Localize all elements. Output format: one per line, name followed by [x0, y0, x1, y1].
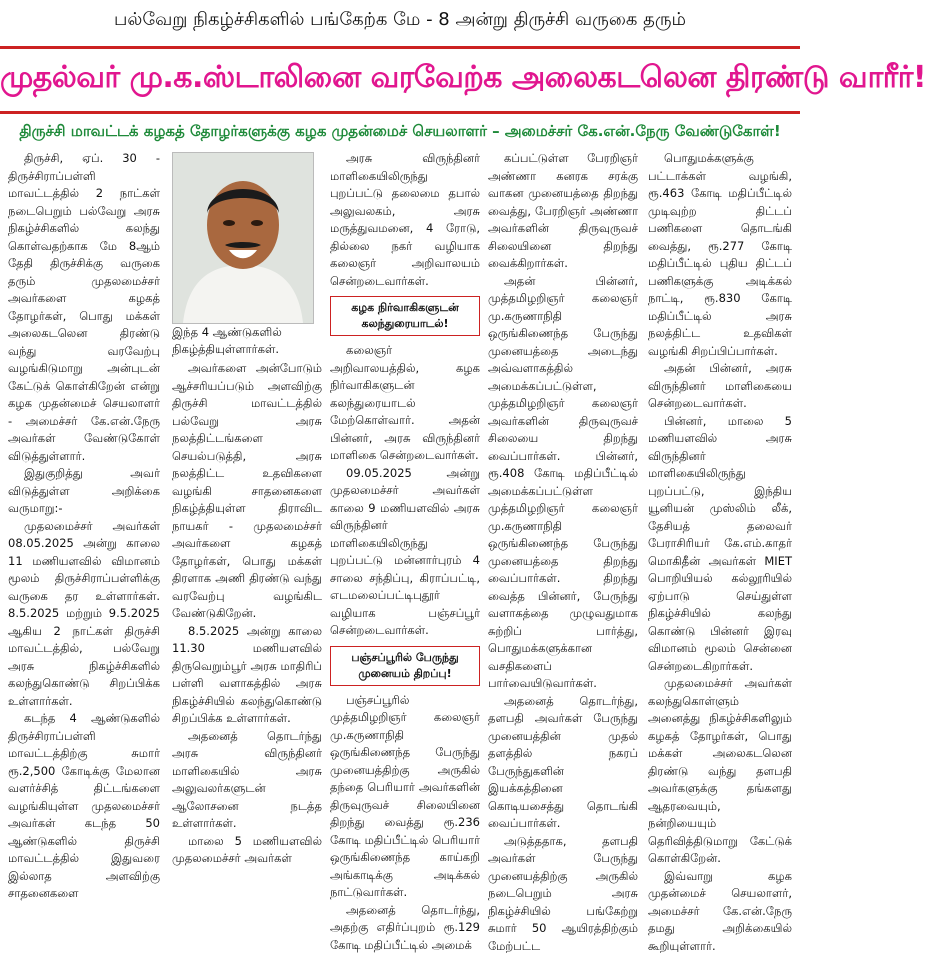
paragraph: அவர்களை அன்போடும் ஆச்சரியப்படும் அளவிற்கு திருச்சி மாவட்டத்தில் பல்வேறு அரசு நலத்திட்டங்களை செயல்படுத்தி, அரசு நலத்திட்ட உதவிகளை வழங்கி சாதனைகளை நிகழ்த்தியுள்ள திராவிட நாயகர் - முதலமைச்சர் அவர்களை கழகத் தோழர்கள், பொது மக்கள் திரளாக அணி திரண்டு வந்து வரவேற்பு வழங்கிட வேண்டுகிறேன். — [172, 360, 322, 623]
paragraph: பஞ்சப்பூரில் முத்தமிழறிஞர் கலைஞர் மு.கருணாநிதி ஒருங்கிணைந்த பேருந்து முனையத்திற்கு அருகில் தந்தை பெரியார் அவர்களின் திருவுருவச் சிலையினை திறந்து வைத்து ரூ.236 கோடி மதிப்பீட்டில் பெரியார் ஒருங்கிணைந்த காய்கறி அங்காடிக்கு அடிக்கல் நாட்டுவார்கள். — [330, 692, 480, 902]
paragraph: முதலமைச்சர் அவர்கள் கலந்துகொள்ளும் அனைத்து நிகழ்ச்சிகளிலும் கழகத் தோழர்கள், பொது மக்கள் அலைகடலென திரண்டு வந்து தளபதி அவர்களுக்கு தங்களது ஆதரவையும், நன்றியையும் தெரிவித்திடுமாறு கேட்டுக் கொள்கிறேன். — [648, 675, 792, 868]
paragraph: முதலமைச்சர் அவர்கள் 08.05.2025 அன்று காலை 11 மணியளவில் விமானம் மூலம் திருச்சிராப்பள்ளிக்கு வருகை தர உள்ளார்கள். 8.5.2025 மற்றும் 9.5.2025 ஆகிய 2 நாட்கள் திருச்சி மாவட்டத்தில், பல்வேறு அரசு நிகழ்ச்சிகளில் கலந்துகொண்டு சிறப்பிக்க உள்ளார்கள். — [8, 518, 160, 711]
paragraph: இதுகுறித்து அவர் விடுத்துள்ள அறிக்கை வருமாறு:- — [8, 465, 160, 518]
column-5 — [648, 150, 792, 760]
section-heading-meeting: கழக நிர்வாகிகளுடன் கலந்துரையாடல்! — [330, 296, 480, 336]
column-1 — [8, 150, 160, 760]
paragraph: அதனைத் தொடர்ந்து, அதற்கு எதிர்ப்புறம் ரூ.129 கோடி மதிப்பீட்டில் அமைக் — [330, 902, 480, 955]
main-headline: முதல்வர் மு.க.ஸ்டாலினை வரவேற்க அலைகடலென திரண்டு வாரீர்! — [0, 52, 800, 104]
paragraph: இவ்வாறு கழக முதன்மைச் செயலாளர், அமைச்சர் கே.என்.நேரு தமது அறிக்கையில் கூறியுள்ளார். — [648, 868, 792, 955]
paragraph: அதன் பின்னர், அரசு விருந்தினர் மாளிகையை சென்றடைவார்கள். — [648, 360, 792, 413]
column-3 — [330, 150, 480, 760]
minister-photo — [172, 152, 314, 324]
paragraph: அடுத்ததாக, தளபதி அவர்கள் பேருந்து முனையத்திற்கு அருகில் நடைபெறும் அரசு நிகழ்ச்சியில் பங்கேற்று சுமார் 50 ஆயிரத்திற்கும் மேற்பட்ட — [488, 833, 638, 955]
paragraph: பின்னர், மாலை 5 மணியளவில் அரசு விருந்தினர் மாளிகையிலிருந்து புறப்பட்டு, இந்திய யூனியன் முஸ்லிம் லீக், தேசியத் தலைவர் பேராசிரியர் கே.எம்.காதர் மொகிதீன் அவர்கள் MIET பொறியியல் கல்லூரியில் ஏற்பாடு செய்துள்ள நிகழ்ச்சியில் கலந்து கொண்டு பின்னர் இரவு விமானம் மூலம் சென்னை சென்றடைகிறார்கள். — [648, 413, 792, 676]
paragraph: பொதுமக்களுக்கு பட்டாக்கள் வழங்கி, ரூ.463 கோடி மதிப்பீட்டில் முடிவுற்ற திட்டப் பணிகளை தொடங்கி வைத்து, ரூ.277 கோடி மதிப்பீட்டில் புதிய திட்டப் பணிகளுக்கு அடிக்கல் நாட்டி, ரூ.830 கோடி மதிப்பீட்டில் அரசு நலத்திட்ட உதவிகள் வழங்கி சிறப்பிப்பார்கள். — [648, 150, 792, 360]
paragraph: அதனைத் தொடர்ந்து அரசு விருந்தினர் மாளிகையில் அரசு அலுவலர்களுடன் ஆலோசனை நடத்த உள்ளார்கள். — [172, 728, 322, 833]
paragraph: கலைஞர் அறிவாலயத்தில், கழக நிர்வாகிகளுடன் கலந்துரையாடல் மேற்கொள்வார். அதன் பின்னர், அரசு விருந்தினர் மாளிகை சென்றடைவார்கள். — [330, 342, 480, 465]
top-strapline: பல்வேறு நிகழ்ச்சிகளில் பங்கேற்க மே - 8 அன்று திருச்சி வருகை தரும் — [0, 0, 800, 40]
paragraph: மாலை 5 மணியளவில் முதலமைச்சர் அவர்கள் — [172, 833, 322, 868]
paragraph: திருச்சி, ஏப். 30 - திருச்சிராப்பள்ளி மாவட்டத்தில் 2 நாட்கள் நடைபெறும் பல்வேறு அரசு நிகழ்ச்சிகளில் கலந்து கொள்வதற்காக மே 8ஆம் தேதி திருச்சிக்கு வருகை தரும் முதலமைச்சர் அவர்களை கழகத் தோழர்கள், பொது மக்கள் அலைகடலென திரண்டு வந்து வரவேற்பு வழங்கிடுமாறு அன்புடன் கேட்டுக் கொள்கிறேன் என்று கழக முதன்மைச் செயலாளர் - அமைச்சர் கே.என்.நேரு அவர்கள் வேண்டுகோள் விடுத்துள்ளார். — [8, 150, 160, 465]
paragraph: கப்பட்டுள்ள பேரறிஞர் அண்ணா கனரக சரக்கு வாகன முனையத்தை திறந்து வைத்து, பேரறிஞர் அண்ணா அவர்களின் திருவுருவச் சிலையினை திறந்து வைக்கிறார்கள். — [488, 150, 638, 273]
column-2 — [172, 360, 322, 760]
paragraph: அதன் பின்னர், முத்தமிழறிஞர் கலைஞர் மு.கருணாநிதி ஒருங்கிணைந்த பேருந்து முனையத்தை அடைந்து அவ்வளாகத்தில் அமைக்கப்பட்டுள்ள, முத்தமிழறிஞர் கலைஞர் அவர்களின் திருவுருவச் சிலையை திறந்து வைப்பார்கள். பின்னர், ரூ.408 கோடி மதிப்பீட்டில் அமைக்கப்பட்டுள்ள முத்தமிழறிஞர் கலைஞர் மு.கருணாநிதி ஒருங்கிணைந்த பேருந்து முனையத்தை திறந்து வைப்பார்கள். திறந்து வைத்த பின்னர், பேருந்து வளாகத்தை முழுவதுமாக சுற்றிப் பார்த்து, பொதுமக்களுக்கான வசதிகளைப் பார்வையிடுவார்கள். — [488, 273, 638, 693]
section-heading-bus-terminus: பஞ்சப்பூரில் பேருந்து முனையம் திறப்பு! — [330, 646, 480, 686]
column-4 — [488, 150, 638, 760]
photo-caption: இந்த 4 ஆண்டுகளில் நிகழ்த்தியுள்ளார்கள். — [172, 324, 320, 358]
paragraph: அதனைத் தொடர்ந்து, தளபதி அவர்கள் பேருந்து முனையத்தின் முதல் தளத்தில் நகரப் பேருந்துகளின் இயக்கத்தினை கொடியசைத்து தொடங்கி வைப்பார்கள். — [488, 693, 638, 833]
paragraph: 09.05.2025 அன்று முதலமைச்சர் அவர்கள் காலை 9 மணியளவில் அரசு விருந்தினர் மாளிகையிலிருந்து புறப்பட்டு மன்னார்புரம் 4 சாலை சந்திப்பு, கிராப்பட்டி, எடமலைப்பட்டிபுதூர் வழியாக பஞ்சப்பூர் சென்றடைவார்கள். — [330, 465, 480, 640]
sub-headline: திருச்சி மாவட்டக் கழகத் தோழர்களுக்கு கழக முதன்மைச் செயலாளர் – அமைச்சர் கே.என்.நேரு வேண்டுகோள்! — [0, 116, 800, 146]
paragraph: அரசு விருந்தினர் மாளிகையிலிருந்து புறப்பட்டு தலைமை தபால் அலுவலகம், அரசு மருத்துவமனை, 4 ரோடு, தில்லை நகர் வழியாக கலைஞர் அறிவாலயம் சென்றடைவார்கள். — [330, 150, 480, 290]
portrait-illustration — [173, 153, 313, 323]
paragraph: கடந்த 4 ஆண்டுகளில் திருச்சிராப்பள்ளி மாவட்டத்திற்கு சுமார் ரூ.2,500 கோடிக்கு மேலான வளர்ச்சித் திட்டங்களை வழங்கியுள்ள முதலமைச்சர் அவர்கள் கடந்த 50 ஆண்டுகளில் திருச்சி மாவட்டத்தில் இதுவரை இல்லாத அளவிற்கு சாதனைகளை — [8, 710, 160, 903]
paragraph: 8.5.2025 அன்று காலை 11.30 மணியளவில் திருவெறும்பூர் அரசு மாதிரிப் பள்ளி வளாகத்தில் அரசு நிகழ்ச்சியில் கலந்துகொண்டு சிறப்பிக்க உள்ளார்கள். — [172, 623, 322, 728]
